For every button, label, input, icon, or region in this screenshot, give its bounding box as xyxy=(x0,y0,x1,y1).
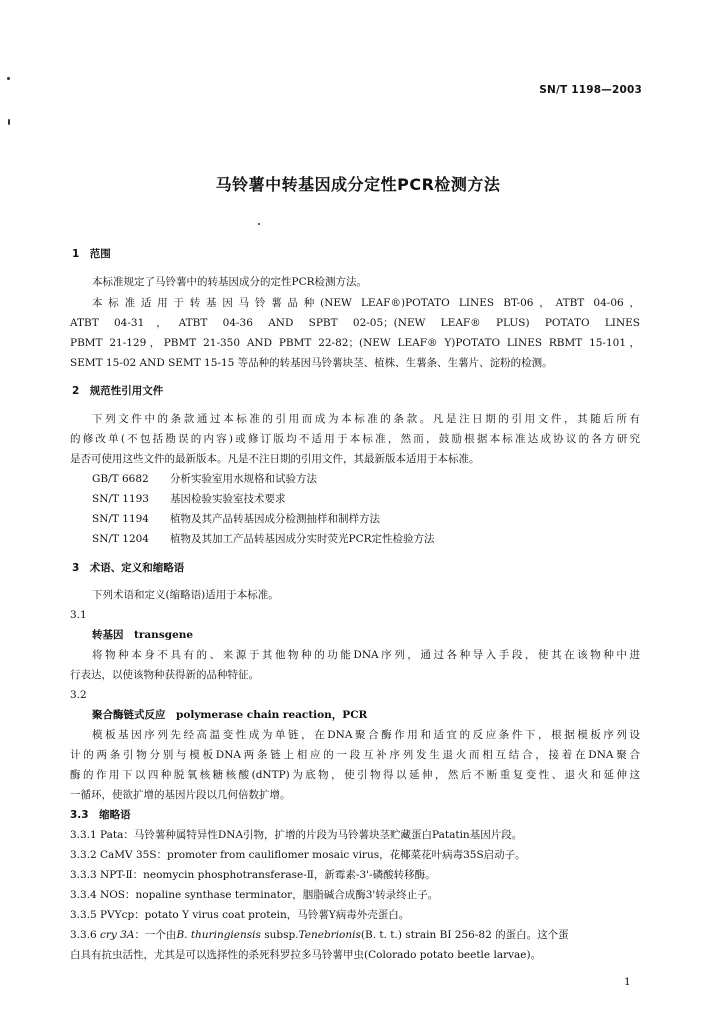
abbreviation-text: PVYcp：potato Y virus coat protein，马铃薯Y病毒外壳蛋白。 xyxy=(100,909,410,921)
abbreviation-item xyxy=(70,908,409,922)
scan-speck xyxy=(8,119,10,125)
definition-line: 将物种本身不具有的、来源于其他物种的功能DNA序列，通过各种导入手段，使其在该物种中进 xyxy=(92,649,640,661)
abbreviation-number: 3.3.1 xyxy=(70,829,97,841)
paragraph-line: 的修改单(不包括勘误的内容)或修订版均不适用于本标准，然而，鼓励根据本标准达成协议的各方研究 xyxy=(70,433,640,445)
gene-name: cry 3A xyxy=(100,929,135,941)
abbreviation-number: 3.3.4 xyxy=(70,889,97,901)
scan-speck xyxy=(258,223,260,225)
reference-code: SN/T 1193 xyxy=(92,493,149,505)
paragraph-line: SEMT 15-02 AND SEMT 15-15 等品种的转基因马铃薯块茎、植株、生薯条、生薯片、淀粉的检测。 xyxy=(70,357,553,369)
reference-title: 植物及其加工产品转基因成分实时荧光PCR定性检验方法 xyxy=(170,533,435,545)
term-pcr: 聚合酶链式反应 polymerase chain reaction，PCR xyxy=(92,709,368,721)
scan-speck xyxy=(7,77,10,80)
abbreviation-number: 3.3.3 xyxy=(70,869,97,881)
document-title: 马铃薯中转基因成分定性PCR检测方法 xyxy=(215,175,501,194)
definition-line: 模板基因序列先经高温变性成为单链，在DNA聚合酶作用和适宜的反应条件下，根据模板序列设 xyxy=(92,729,640,741)
reference-item xyxy=(92,512,380,526)
abbreviation-item xyxy=(70,848,526,862)
definition-line: 计的两条引物分别与模板DNA两条链上相应的一段互补序列发生退火而相互结合，接着在DNA聚合 xyxy=(70,749,640,761)
clause-number: 3.1 xyxy=(70,609,87,621)
abbreviation-number: 3.3.6 xyxy=(70,929,97,941)
paragraph-line: PBMT 21-129，PBMT 21-350 AND PBMT 22-82；(NEW LEAF® Y)POTATO LINES RBMT 15-101， xyxy=(70,337,640,349)
reference-code: SN/T 1194 xyxy=(92,513,149,525)
page-number: 1 xyxy=(624,976,631,988)
definition-line: 行表达，以使该物种获得新的品种特征。 xyxy=(70,669,259,681)
definition-line: 一循环，使欲扩增的基因片段以几何倍数扩增。 xyxy=(70,789,291,801)
reference-item xyxy=(92,472,317,486)
abbreviation-text: NOS：nopaline synthase terminator，胭脂碱合成酶3'转录终止子。 xyxy=(100,889,439,901)
term-transgene: 转基因 transgene xyxy=(92,629,194,641)
paragraph-line: 下列术语和定义(缩略语)适用于本标准。 xyxy=(92,589,279,601)
abbreviation-text: ：一个由 xyxy=(134,929,177,941)
abbreviation-text: subsp. xyxy=(260,929,299,941)
paragraph-line: 本标准适用于转基因马铃薯品种(NEW LEAF®)POTATO LINES BT-06，ATBT 04-06， xyxy=(92,297,640,309)
abbreviation-continuation: 白具有抗虫活性，尤其是可以选择性的杀死科罗拉多马铃薯甲虫(Colorado potato beetle larvae)。 xyxy=(70,949,542,961)
abbreviation-item xyxy=(70,868,436,882)
abbreviation-item xyxy=(70,928,569,942)
paragraph-line: 是否可使用这些文件的最新版本。凡是不注日期的引用文件，其最新版本适用于本标准。 xyxy=(70,453,480,465)
reference-code: SN/T 1204 xyxy=(92,533,149,545)
paragraph-line: ATBT 04-31，ATBT 04-36 AND SPBT 02-05；(NEW LEAF® PLUS) POTATO LINES xyxy=(70,317,640,329)
reference-title: 分析实验室用水规格和试验方法 xyxy=(170,473,317,485)
definition-line: 酶的作用下以四种脱氧核糖核酸(dNTP)为底物，使引物得以延伸，然后不断重复变性、退火和延伸这 xyxy=(70,769,640,781)
species-name: B. thuringiensis xyxy=(176,929,261,941)
abbreviation-item xyxy=(70,828,522,842)
section-heading-scope: 1 范围 xyxy=(72,248,111,260)
subsection-heading-abbreviations: 3.3 缩略语 xyxy=(70,809,131,821)
section-heading-normative-references: 2 规范性引用文件 xyxy=(72,385,164,397)
abbreviation-text: CaMV 35S：promoter from cauliflomer mosaic virus，花椰菜花叶病毒35S启动子。 xyxy=(100,849,526,861)
abbreviation-item xyxy=(70,888,438,902)
subspecies-name: Tenebrionis xyxy=(298,929,361,941)
paragraph-line: 本标准规定了马铃薯中的转基因成分的定性PCR检测方法。 xyxy=(92,276,368,288)
reference-title: 植物及其产品转基因成分检测抽样和制样方法 xyxy=(170,513,380,525)
reference-title: 基因检验实验室技术要求 xyxy=(170,493,286,505)
reference-item xyxy=(92,492,286,506)
abbreviation-text: (B. t. t.) strain BI 256-82 的蛋白。这个蛋 xyxy=(360,929,569,941)
abbreviation-number: 3.3.2 xyxy=(70,849,97,861)
abbreviation-text: Pata：马铃薯种属特异性DNA引物，扩增的片段为马铃薯块茎贮藏蛋白Patatin基因片段。 xyxy=(100,829,523,841)
abbreviation-number: 3.3.5 xyxy=(70,909,97,921)
reference-item xyxy=(92,532,435,546)
clause-number: 3.2 xyxy=(70,689,87,701)
paragraph-line: 下列文件中的条款通过本标准的引用而成为本标准的条款。凡是注日期的引用文件，其随后所有 xyxy=(92,413,640,425)
abbreviation-text: NPT-Ⅱ：neomycin phosphotransferase-Ⅱ，新霉素-3'-磷酸转移酶。 xyxy=(100,869,436,881)
section-heading-terms: 3 术语、定义和缩略语 xyxy=(72,562,185,574)
reference-code: GB/T 6682 xyxy=(92,473,149,485)
standard-number: SN/T 1198—2003 xyxy=(539,84,642,96)
